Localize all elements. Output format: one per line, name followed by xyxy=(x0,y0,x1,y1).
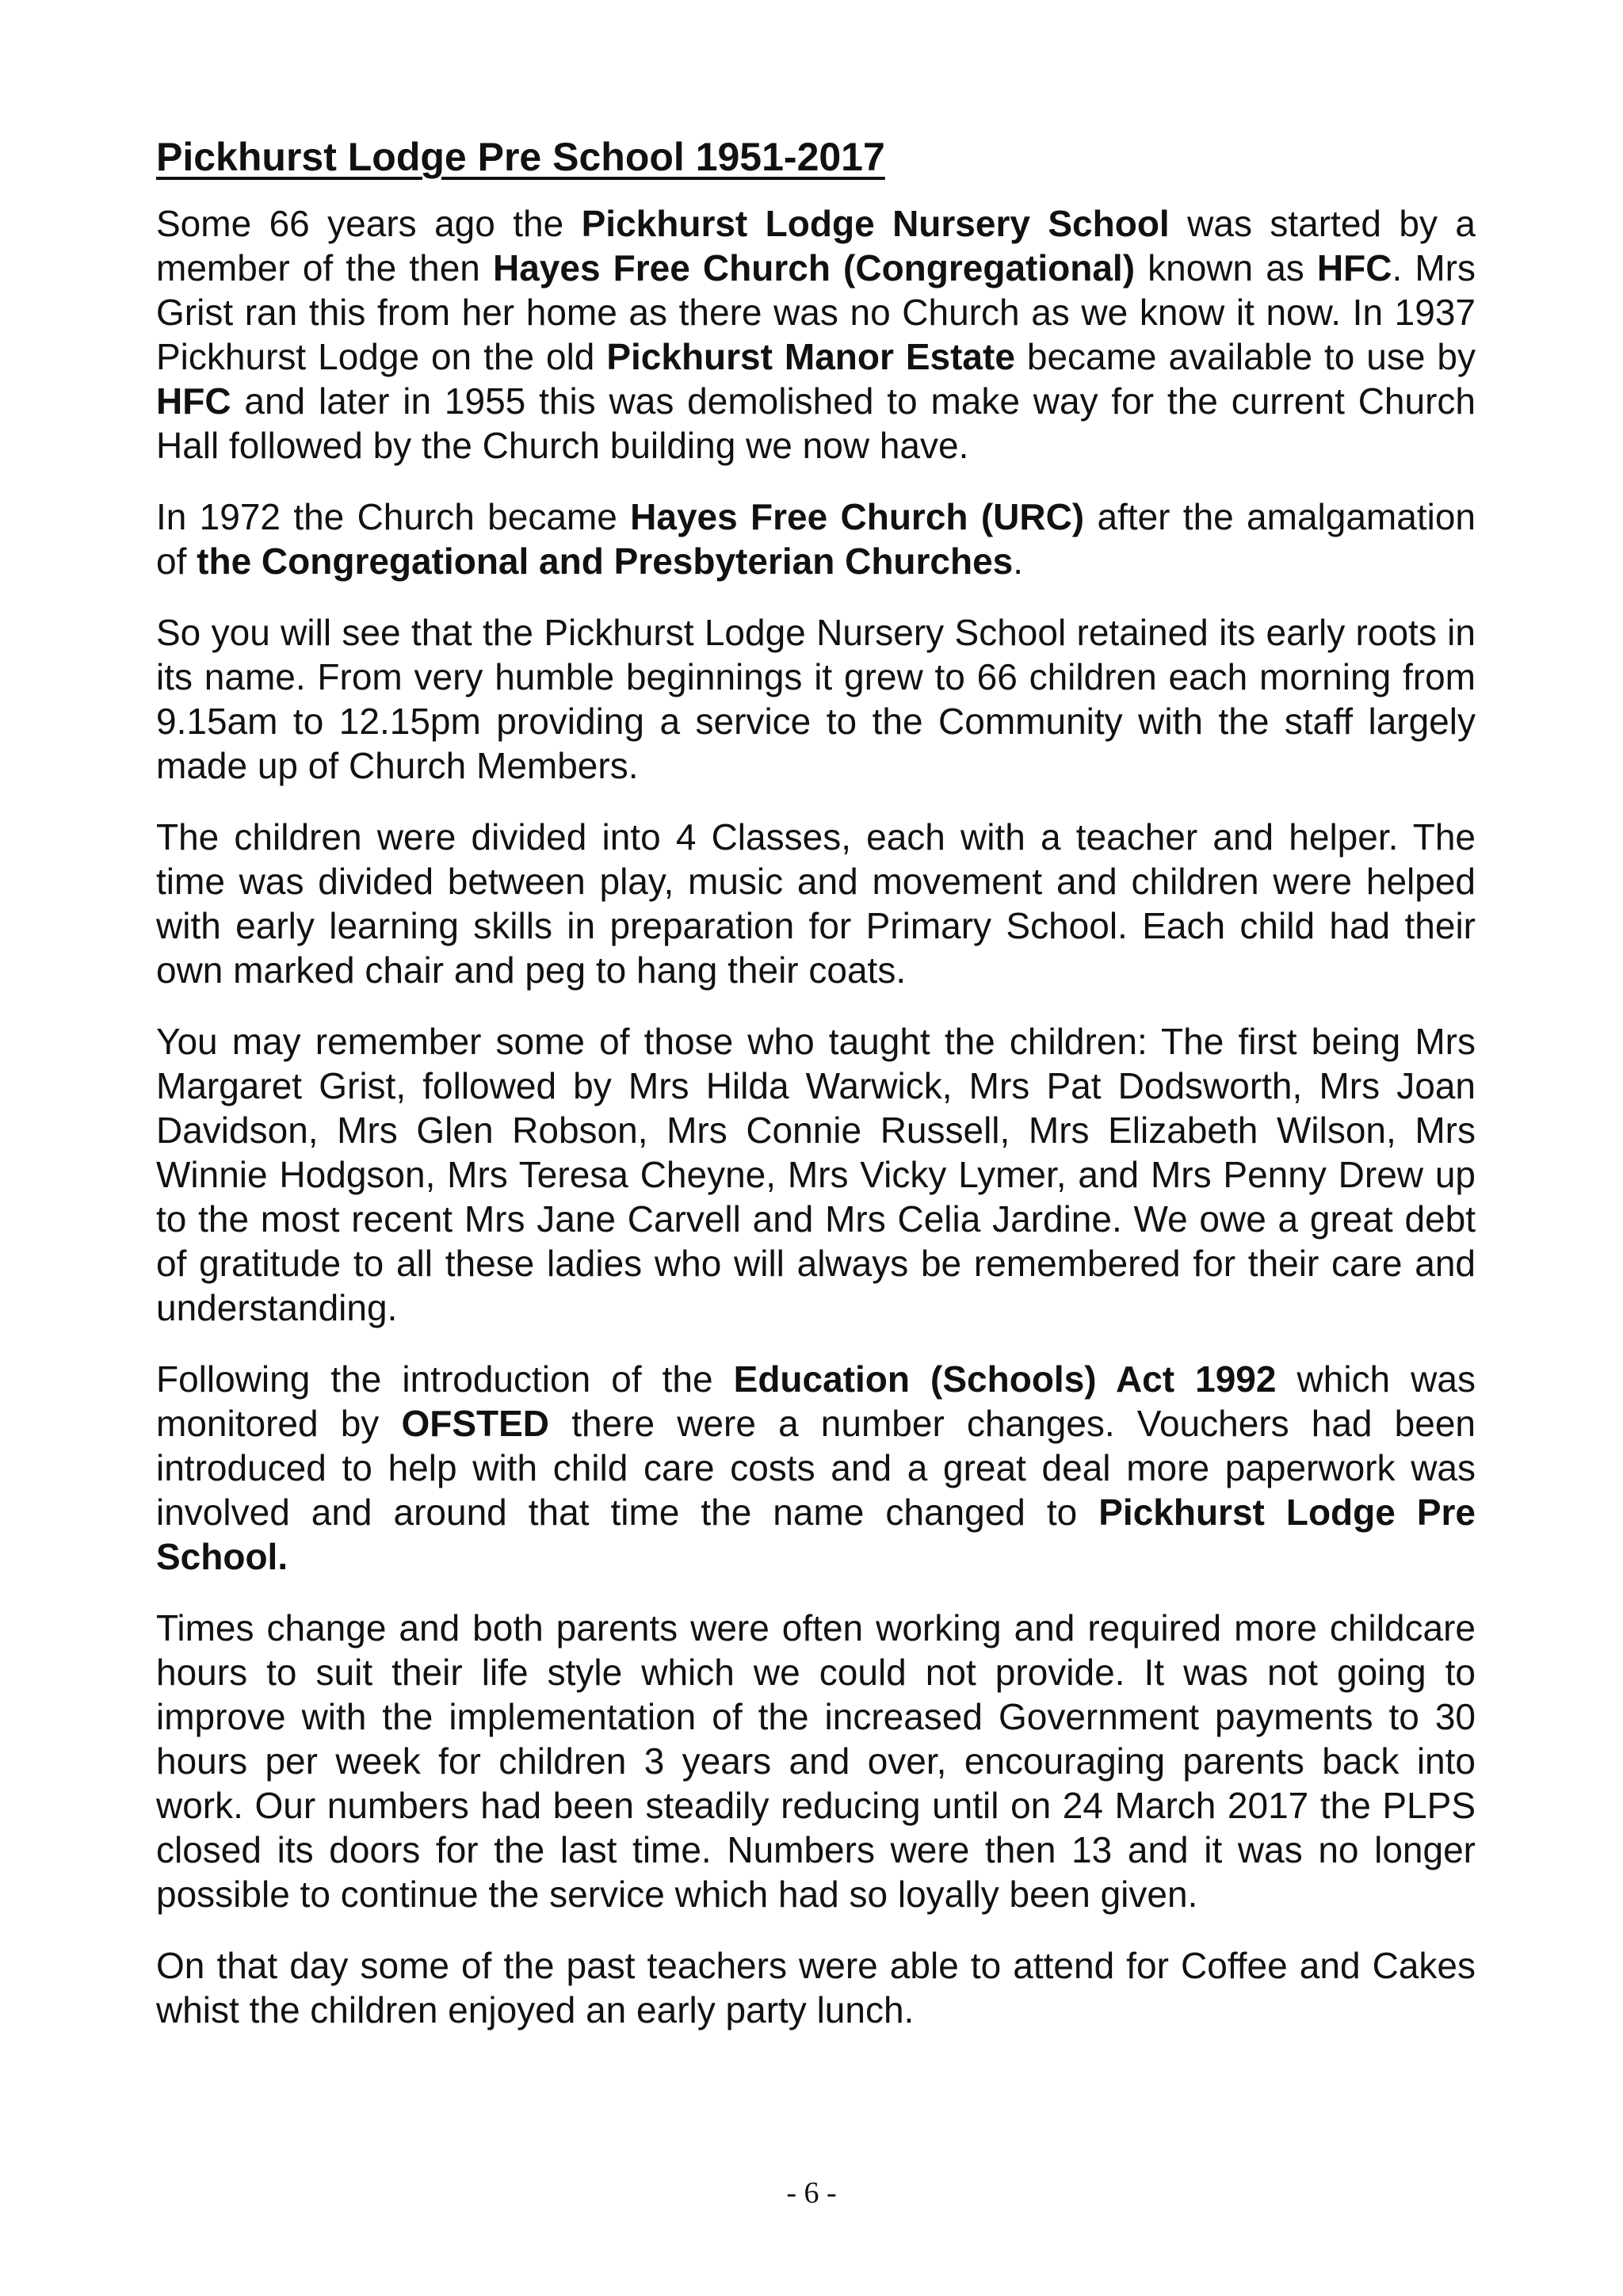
text-run: after the amalgamation of xyxy=(156,496,1476,582)
body-paragraph xyxy=(156,1019,1476,1330)
text-run: known as xyxy=(1135,247,1317,288)
bold-text-run: Hayes Free Church (Congregational) xyxy=(492,247,1136,288)
page-number: - 6 - xyxy=(786,2176,837,2210)
text-run: . xyxy=(1013,541,1024,582)
text-run: Following the introduction of the xyxy=(156,1358,734,1400)
body-paragraph xyxy=(156,201,1476,468)
text-run: which was monitored by xyxy=(156,1358,1476,1444)
bold-text-run: OFSTED xyxy=(401,1403,550,1444)
text-run: The children were divided into 4 Classes, each with a teacher and helper. The time was divided between play, music and movement and children were helped with early learning skills in preparation for Primary School. Each child had their own marked chair and peg to hang their coats. xyxy=(156,816,1476,991)
body-paragraph xyxy=(156,815,1476,992)
text-run: Times change and both parents were often working and required more childcare hours to suit their life style which we could not provide. It was not going to improve with the implementation of the increased Government payments to 30 hours per week for children 3 years and over, encouraging parents back into work. Our numbers had been steadily reducing until on 24 March 2017 the PLPS closed its doors for the last time. Numbers were then 13 and it was no longer possible to continue the service which had so loyally been given. xyxy=(156,1607,1476,1915)
bold-text-run: Hayes Free Church (URC) xyxy=(630,496,1085,537)
bold-text-run: the Congregational and Presbyterian Churches xyxy=(197,541,1014,582)
text-run: was started by a member of the then xyxy=(156,203,1476,288)
document-page xyxy=(156,133,1476,2059)
bold-text-run: Pickhurst Lodge Pre School. xyxy=(156,1492,1476,1577)
bold-text-run: Pickhurst Lodge Nursery School xyxy=(581,203,1170,244)
body-paragraph xyxy=(156,610,1476,788)
text-run: . Mrs Grist ran this from her home as there was no Church as we know it now. In 1937 Pickhurst Lodge on the old xyxy=(156,247,1476,377)
body-paragraph xyxy=(156,1943,1476,2032)
document-body xyxy=(156,201,1476,2032)
text-run: In 1972 the Church became xyxy=(156,496,631,537)
text-run: there were a number changes. Vouchers had been introduced to help with child care costs and a great deal more paperwork was involved and around that time the name changed to xyxy=(156,1403,1476,1533)
text-run: On that day some of the past teachers were able to attend for Coffee and Cakes whist the children enjoyed an early party lunch. xyxy=(156,1945,1476,2030)
text-run: and later in 1955 this was demolished to make way for the current Church Hall followed by the Church building we now have. xyxy=(156,380,1476,466)
text-run: Some 66 years ago the xyxy=(156,203,582,244)
body-paragraph xyxy=(156,1357,1476,1579)
text-run: So you will see that the Pickhurst Lodge Nursery School retained its early roots in its name. From very humble beginnings it grew to 66 children each morning from 9.15am to 12.15pm providing a service to the Community with the staff largely made up of Church Members. xyxy=(156,612,1476,786)
bold-text-run: HFC xyxy=(1316,247,1392,288)
page-title: Pickhurst Lodge Pre School 1951-2017 xyxy=(156,135,885,179)
text-run: became available to use by xyxy=(1014,336,1476,377)
text-run: You may remember some of those who taught the children: The first being Mrs Margaret Grist, followed by Mrs Hilda Warwick, Mrs Pat Dodsworth, Mrs Joan Davidson, Mrs Glen Robson, Mrs Connie Russell, Mrs Elizabeth Wilson, Mrs Winnie Hodgson, Mrs Teresa Cheyne, Mrs Vicky Lymer, and Mrs Penny Drew up to the most recent Mrs Jane Carvell and Mrs Celia Jardine. We owe a great debt of gratitude to all these ladies who will always be remembered for their care and understanding. xyxy=(156,1021,1476,1328)
bold-text-run: Pickhurst Manor Estate xyxy=(606,336,1015,377)
body-paragraph xyxy=(156,1606,1476,1916)
bold-text-run: HFC xyxy=(156,380,231,422)
body-paragraph xyxy=(156,495,1476,583)
bold-text-run: Education (Schools) Act 1992 xyxy=(733,1358,1277,1400)
